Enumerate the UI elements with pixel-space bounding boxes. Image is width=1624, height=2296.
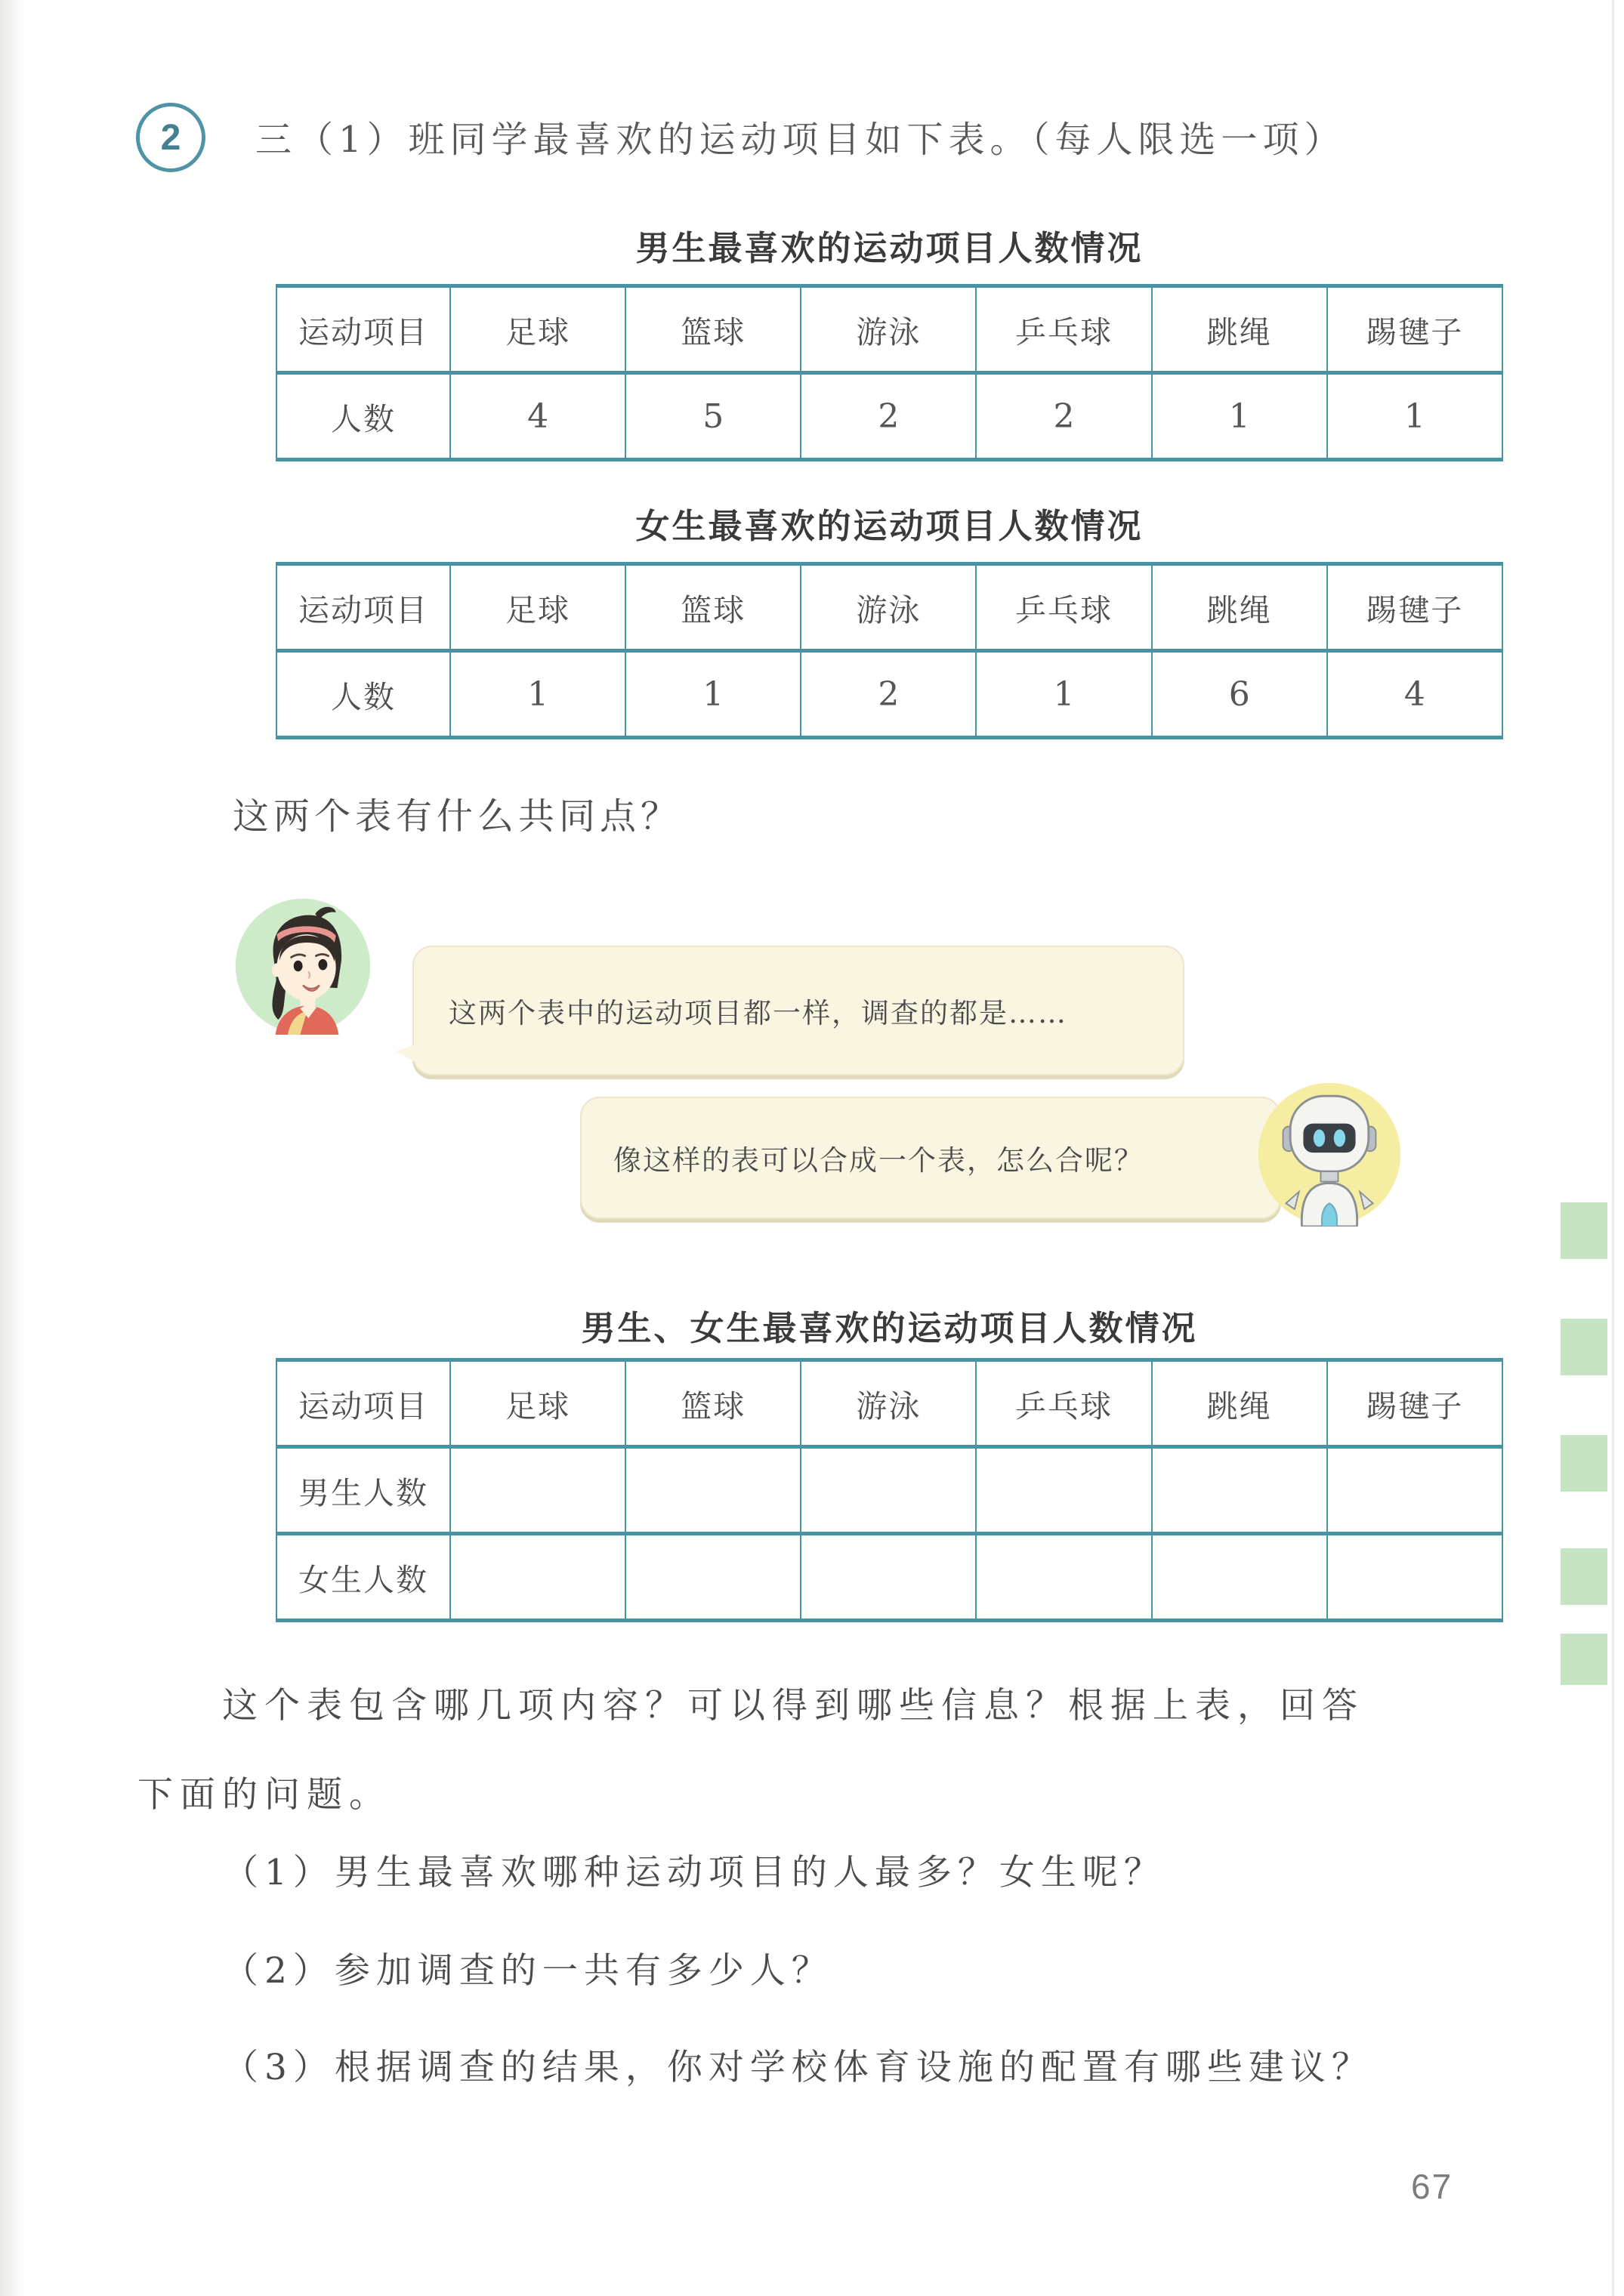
row-label-cell: 人数 xyxy=(276,373,450,460)
combined-girls-blank-cell xyxy=(1327,1534,1502,1621)
header-cell-sport: 乒乓球 xyxy=(976,564,1151,651)
header-cell-sport: 游泳 xyxy=(801,1360,976,1447)
robot-bubble-text: 像这样的表可以合成一个表，怎么合呢？ xyxy=(613,1144,1144,1177)
side-tab-marker xyxy=(1561,1202,1607,1259)
boys-table-title: 男生最喜欢的运动项目人数情况 xyxy=(635,229,1144,267)
combined-table-title: 男生、女生最喜欢的运动项目人数情况 xyxy=(581,1309,1198,1347)
problem-statement: 三（1）班同学最喜欢的运动项目如下表。（每人限选一项） xyxy=(255,119,1346,161)
boys-count-cell: 2 xyxy=(976,373,1151,460)
row-label-cell: 女生人数 xyxy=(276,1534,450,1621)
side-tab-marker xyxy=(1561,1319,1607,1375)
robot-avatar xyxy=(1257,1082,1402,1227)
sub-question-1: （1）男生最喜欢哪种运动项目的人最多？女生呢？ xyxy=(223,1852,1166,1893)
header-cell-sport: 篮球 xyxy=(625,564,801,651)
combined-boys-row xyxy=(276,1447,1502,1534)
robot-avatar-illustration xyxy=(1257,1082,1402,1227)
header-cell-sport: 乒乓球 xyxy=(976,286,1151,373)
problem-number: 2 xyxy=(160,117,181,158)
header-cell-sport: 踢毽子 xyxy=(1327,286,1502,373)
boys-count-cell: 1 xyxy=(1152,373,1327,460)
girl-bubble-text: 这两个表中的运动项目都一样，调查的都是…… xyxy=(449,997,1067,1029)
row-label-cell: 人数 xyxy=(276,651,450,738)
boys-table-header-row xyxy=(276,286,1502,373)
header-cell-sport: 篮球 xyxy=(625,1360,801,1447)
header-cell-sport: 踢毽子 xyxy=(1327,1360,1502,1447)
common-question: 这两个表有什么共同点？ xyxy=(233,795,682,838)
side-tab-marker xyxy=(1561,1435,1607,1492)
girl-avatar-illustration xyxy=(234,897,372,1035)
combined-girls-row xyxy=(276,1534,1502,1621)
combined-girls-blank-cell xyxy=(625,1534,801,1621)
page-number: 67 xyxy=(1411,2167,1453,2206)
paragraph-line: 下面的问题。 xyxy=(137,1774,391,1816)
sub-question-2: （2）参加调查的一共有多少人？ xyxy=(223,1950,833,1992)
header-cell-sports-label: 运动项目 xyxy=(276,1360,450,1447)
combined-table-header-row xyxy=(276,1360,1502,1447)
boys-table-value-row xyxy=(276,373,1502,460)
girls-count-cell: 2 xyxy=(801,651,976,738)
paragraph-line: 这个表包含哪几项内容？可以得到哪些信息？根据上表，回答 xyxy=(222,1685,1364,1727)
header-cell-sport: 跳绳 xyxy=(1152,564,1327,651)
girls-table-header-row xyxy=(276,564,1502,651)
girls-count-cell: 6 xyxy=(1152,651,1327,738)
header-cell-sport: 篮球 xyxy=(625,286,801,373)
girls-table xyxy=(276,562,1503,739)
combined-boys-blank-cell xyxy=(625,1447,801,1534)
boys-table xyxy=(276,284,1503,461)
row-label-cell: 男生人数 xyxy=(276,1447,450,1534)
girl-speech-bubble xyxy=(412,946,1184,1075)
boys-count-cell: 5 xyxy=(625,373,801,460)
page-left-edge xyxy=(0,0,26,2296)
girls-count-cell: 1 xyxy=(625,651,801,738)
combined-boys-blank-cell xyxy=(1327,1447,1502,1534)
header-cell-sport: 踢毽子 xyxy=(1327,564,1502,651)
combined-girls-blank-cell xyxy=(976,1534,1151,1621)
combined-girls-blank-cell xyxy=(450,1534,625,1621)
girls-table-value-row xyxy=(276,651,1502,738)
problem-number-badge xyxy=(136,103,205,172)
girls-count-cell: 1 xyxy=(450,651,625,738)
sub-question-3: （3）根据调查的结果，你对学校体育设施的配置有哪些建议？ xyxy=(223,2047,1373,2088)
boys-count-cell: 1 xyxy=(1327,373,1502,460)
header-cell-sport: 足球 xyxy=(450,1360,625,1447)
side-tab-marker xyxy=(1561,1634,1607,1685)
combined-girls-blank-cell xyxy=(801,1534,976,1621)
combined-boys-blank-cell xyxy=(976,1447,1151,1534)
header-cell-sport: 游泳 xyxy=(801,564,976,651)
page-right-edge xyxy=(1612,0,1614,2296)
header-cell-sport: 乒乓球 xyxy=(976,1360,1151,1447)
header-cell-sports-label: 运动项目 xyxy=(276,286,450,373)
robot-speech-bubble xyxy=(580,1097,1281,1219)
girls-table-title: 女生最喜欢的运动项目人数情况 xyxy=(635,507,1144,545)
girls-count-cell: 1 xyxy=(976,651,1151,738)
combined-boys-blank-cell xyxy=(450,1447,625,1534)
side-tab-marker xyxy=(1561,1548,1607,1605)
header-cell-sports-label: 运动项目 xyxy=(276,564,450,651)
header-cell-sport: 跳绳 xyxy=(1152,1360,1327,1447)
boys-count-cell: 2 xyxy=(801,373,976,460)
header-cell-sport: 游泳 xyxy=(801,286,976,373)
header-cell-sport: 跳绳 xyxy=(1152,286,1327,373)
boys-count-cell: 4 xyxy=(450,373,625,460)
combined-boys-blank-cell xyxy=(801,1447,976,1534)
girl-avatar xyxy=(234,897,372,1035)
combined-girls-blank-cell xyxy=(1152,1534,1327,1621)
header-cell-sport: 足球 xyxy=(450,286,625,373)
girl-bubble-tail xyxy=(396,1044,418,1063)
girls-count-cell: 4 xyxy=(1327,651,1502,738)
header-cell-sport: 足球 xyxy=(450,564,625,651)
instruction-paragraph xyxy=(137,1662,1512,1840)
combined-boys-blank-cell xyxy=(1152,1447,1327,1534)
combined-table xyxy=(276,1358,1503,1622)
